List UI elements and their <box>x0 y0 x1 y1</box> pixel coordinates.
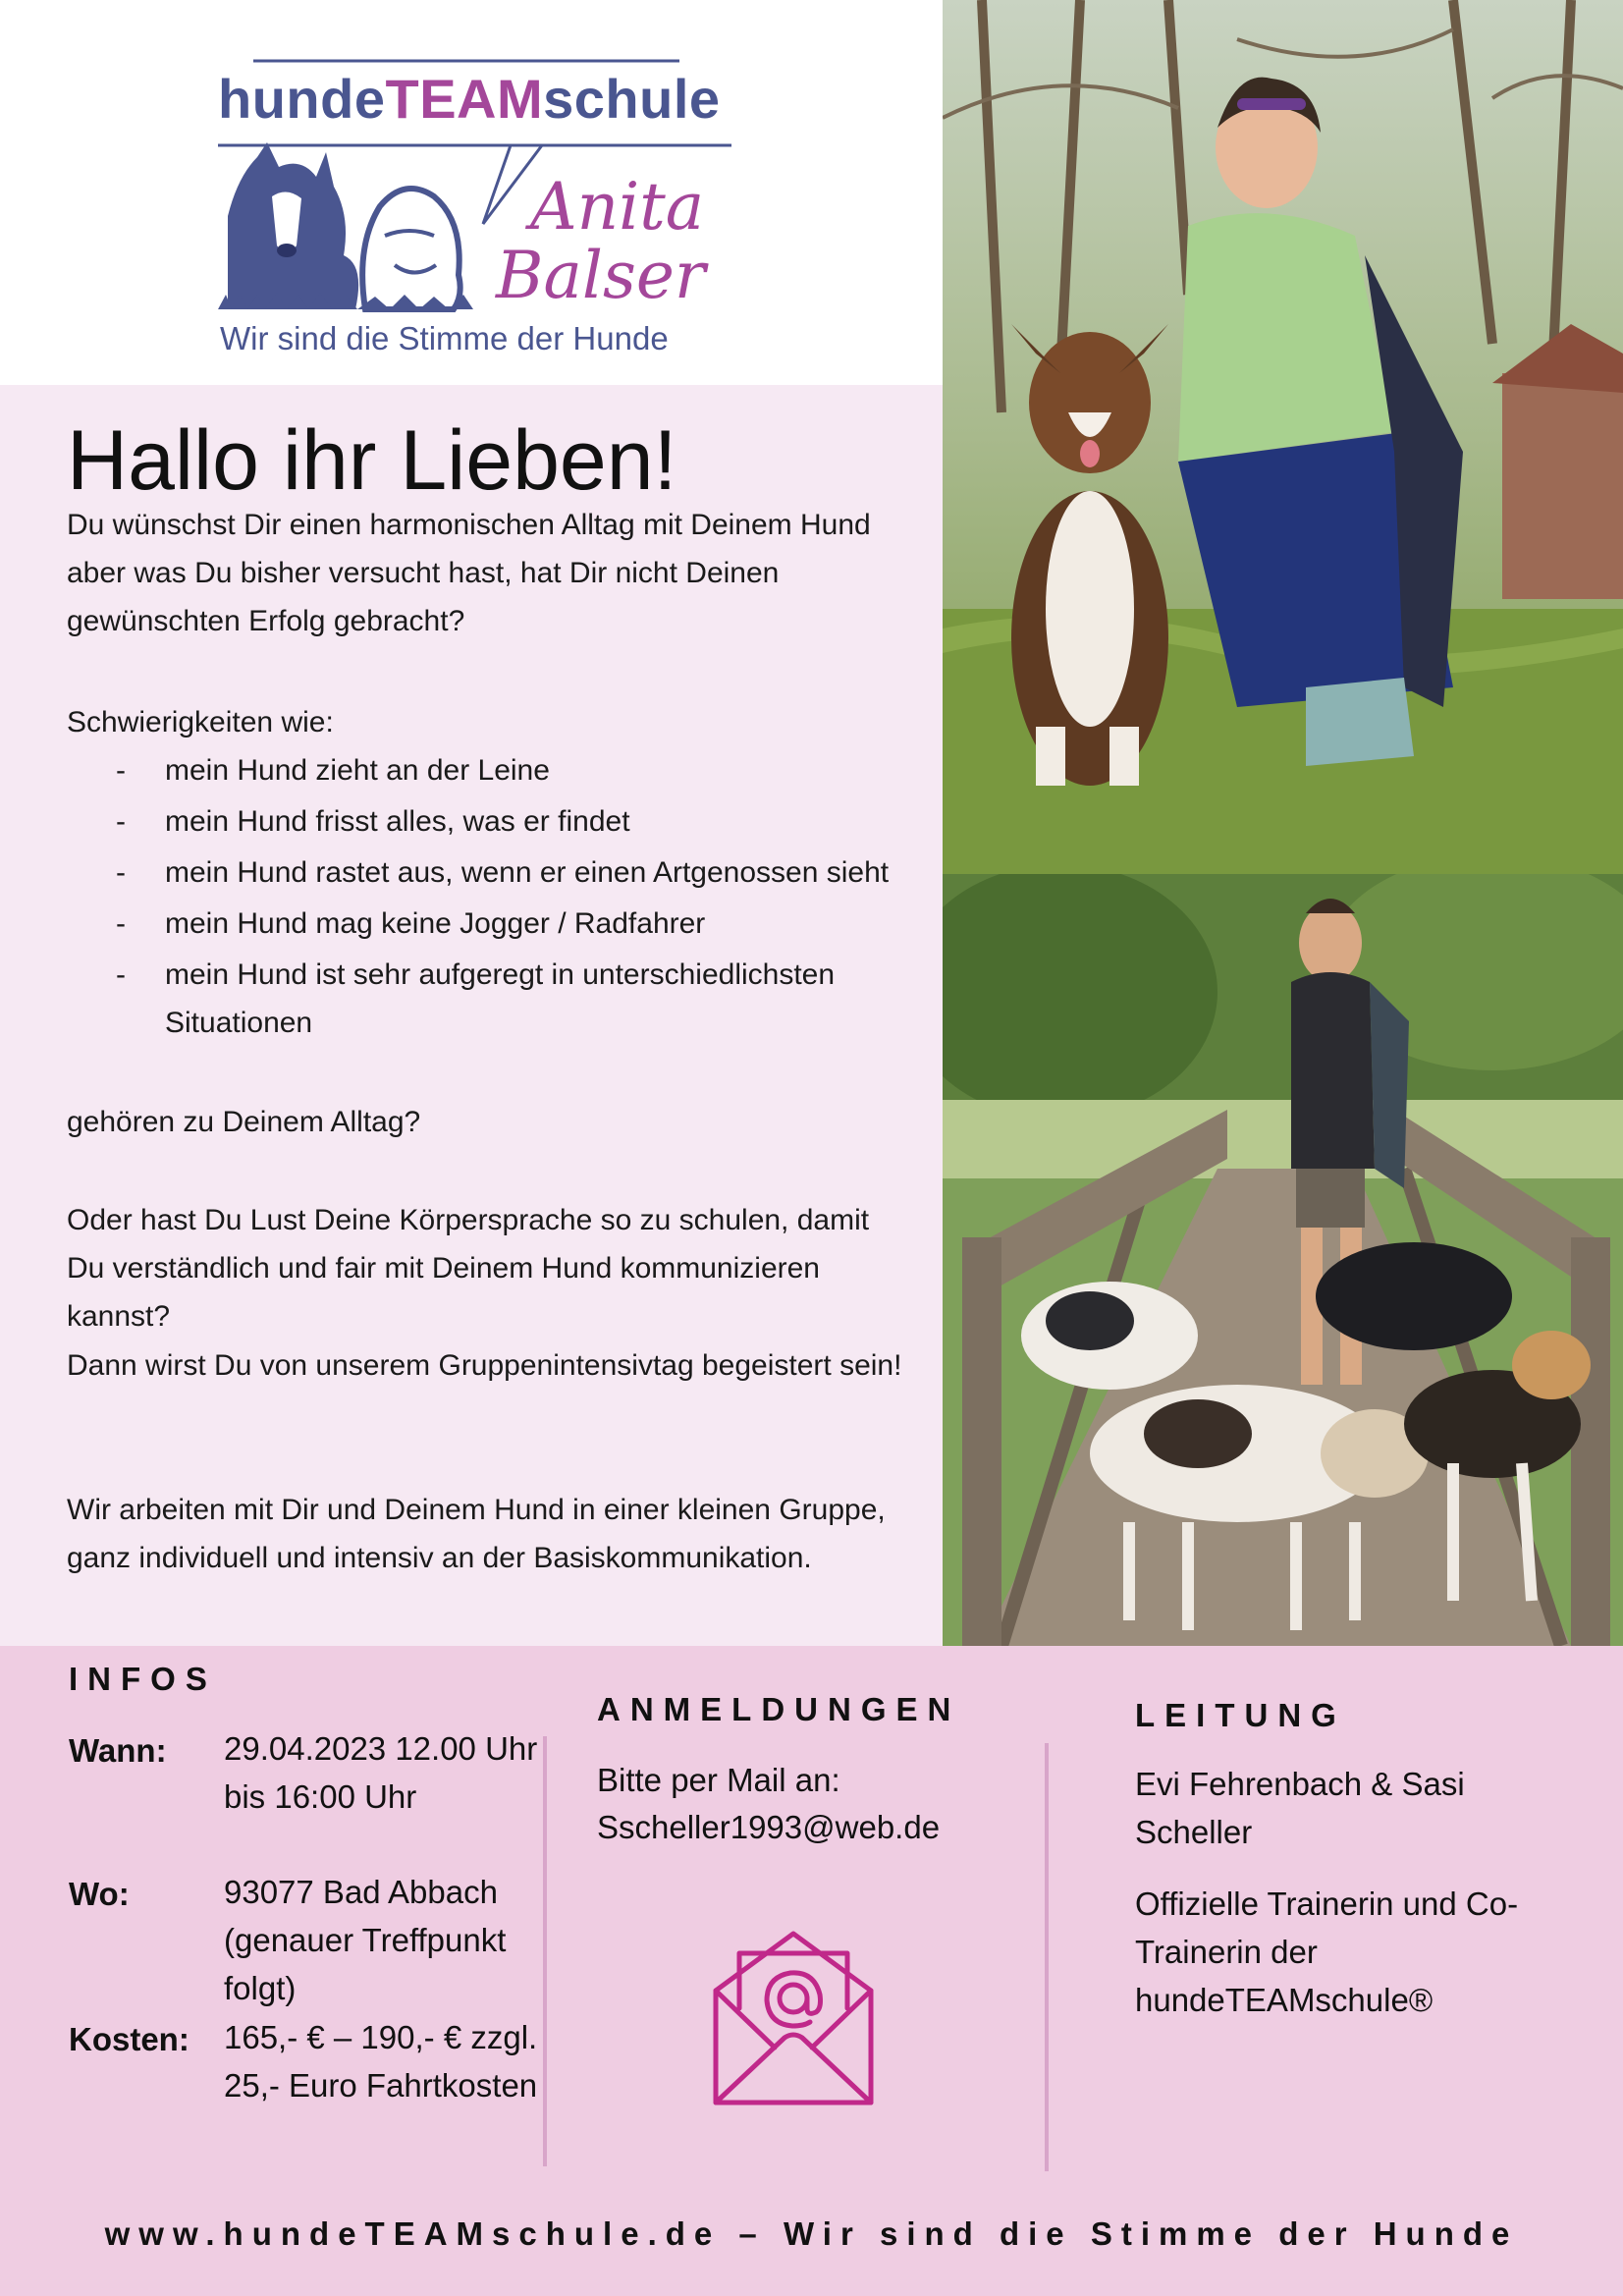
dash-bullet: - <box>116 958 126 991</box>
logo-script-first-name: Anita <box>530 169 705 245</box>
dash-bullet: - <box>116 856 126 889</box>
photo-trainer-with-dogs-on-bridge <box>943 874 1623 1646</box>
when-value: 29.04.2023 12.00 Uhr bis 16:00 Uhr <box>224 1730 538 1815</box>
difficulties-outro: gehören zu Deinem Alltag? <box>67 1106 421 1138</box>
photo-trainer-with-dog <box>943 0 1623 874</box>
footer-website-slogan[interactable]: www.hundeTEAMschule.de – Wir sind die Stimme der Hunde <box>104 2215 1519 2252</box>
logo-tagline: Wir sind die Stimme der Hunde <box>220 320 669 356</box>
leadership-heading: LEITUNG <box>1135 1697 1346 1733</box>
difficulties-intro: Schwierigkeiten wie: <box>67 706 334 738</box>
cost-value: 165,- € – 190,- € zzgl. 25,- Euro Fahrtkosten <box>224 2019 538 2104</box>
dash-bullet: - <box>116 805 126 838</box>
body-paragraph-enthusiasm: Dann wirst Du von unserem Gruppenintensivtag begeistert sein! <box>67 1349 902 1382</box>
when-label: Wann: <box>69 1732 167 1769</box>
intro-paragraph: Du wünschst Dir einen harmonischen Alltag mit Deinem Hund aber was Du bisher versucht hast, hat Dir nicht Deinen gewünschten Erfolg gebracht? <box>67 509 871 637</box>
column-divider <box>543 1736 547 2166</box>
list-item: - mein Hund zieht an der Leine <box>67 746 892 794</box>
mail-envelope-icon <box>712 1930 875 2106</box>
registration-email-link[interactable]: Sscheller1993@web.de <box>597 1809 941 1845</box>
where-value: 93077 Bad Abbach (genauer Treffpunkt folgt) <box>224 1874 507 2006</box>
list-item: - mein Hund rastet aus, wenn er einen Artgenossen sieht <box>67 848 892 897</box>
body-paragraph-group-work: Wir arbeiten mit Dir und Deinem Hund in einer kleinen Gruppe, ganz individuell und intensiv an der Basiskommunikation. <box>67 1494 886 1574</box>
list-item: - mein Hund mag keine Jogger / Radfahrer <box>67 900 892 948</box>
registration-instruction: Bitte per Mail an: <box>597 1762 840 1798</box>
page-title: Hallo ihr Lieben! <box>67 413 677 508</box>
leadership-role: Offizielle Trainerin und Co-Trainerin der hundeTEAMschule® <box>1135 1886 1519 2018</box>
leadership-names: Evi Fehrenbach & Sasi Scheller <box>1135 1766 1465 1850</box>
where-label: Wo: <box>69 1876 130 1912</box>
difficulties-list <box>67 746 892 1050</box>
logo-area <box>0 0 943 385</box>
logo-script-last-name: Balser <box>496 238 706 313</box>
infos-heading: INFOS <box>69 1661 217 1697</box>
dog-and-woman-logo-illustration <box>218 137 473 314</box>
list-item: - mein Hund ist sehr aufgeregt in unterschiedlichsten Situationen <box>67 951 892 1047</box>
registration-heading: ANMELDUNGEN <box>597 1691 961 1727</box>
cost-label: Kosten: <box>69 2021 189 2057</box>
logo-wordmark: hundeTEAMschule <box>218 68 721 130</box>
dash-bullet: - <box>116 907 126 940</box>
dash-bullet: - <box>116 754 126 787</box>
list-item: - mein Hund frisst alles, was er findet <box>67 797 892 846</box>
body-paragraph-body-language: Oder hast Du Lust Deine Körpersprache so zu schulen, damit Du verständlich und fair mit Deinem Hund kommunizieren kannst? <box>67 1204 870 1333</box>
column-divider <box>1045 1743 1049 2171</box>
